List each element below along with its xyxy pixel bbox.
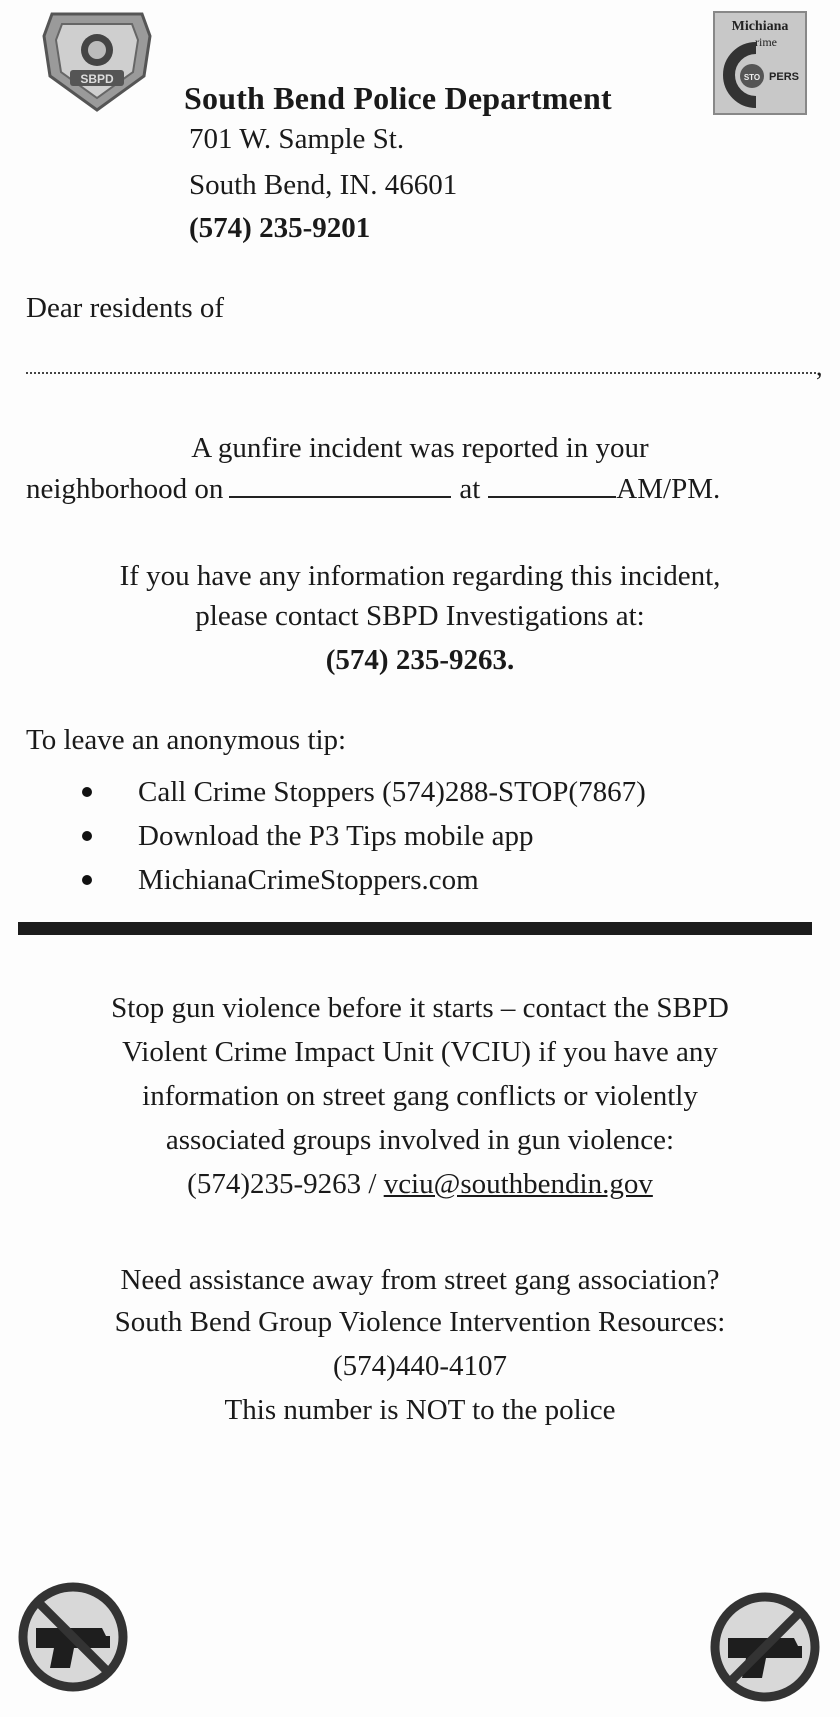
vciu-line-2: Violent Crime Impact Unit (VCIU) if you have any: [122, 1036, 718, 1068]
address-line-1: 701 W. Sample St.: [189, 123, 405, 155]
resources-line-2: South Bend Group Violence Intervention Resources:: [114, 1306, 726, 1338]
contact-line-1: If you have any information regarding this incident,: [119, 560, 721, 592]
tips-heading: To leave an anonymous tip:: [26, 724, 347, 756]
vciu-line-1: Stop gun violence before it starts – contact the SBPD: [111, 992, 729, 1024]
neighborhood-blank-line: [26, 372, 816, 374]
salutation-comma: ,: [816, 352, 823, 381]
badge-text: SBPD: [80, 72, 114, 86]
no-guns-icon: [706, 1588, 824, 1706]
police-badge-icon: [32, 6, 162, 116]
list-item: MichianaCrimeStoppers.com: [80, 858, 646, 902]
resources-phone: (574)440-4107: [333, 1350, 507, 1382]
bullet-icon: [82, 831, 92, 841]
vciu-line-3: information on street gang conflicts or violently: [142, 1080, 698, 1112]
tips-list: [80, 770, 646, 902]
vciu-contact: [0, 1162, 840, 1206]
section-divider: [18, 922, 812, 935]
incident-at: at: [459, 473, 481, 505]
date-blank: [229, 468, 451, 498]
svg-text:rime: rime: [755, 35, 777, 49]
incident-line-1: A gunfire incident was reported in your: [191, 432, 649, 464]
incident-suffix: AM/PM.: [616, 473, 721, 505]
contact-line-2: please contact SBPD Investigations at:: [195, 600, 645, 632]
list-item: Download the P3 Tips mobile app: [80, 814, 646, 858]
svg-text:PERS: PERS: [769, 71, 799, 83]
resources-note: This number is NOT to the police: [224, 1394, 616, 1426]
vciu-phone: (574)235-9263 /: [187, 1168, 384, 1200]
investigations-phone: (574) 235-9263.: [325, 644, 515, 676]
no-guns-icon: [14, 1578, 132, 1696]
bullet-icon: [82, 787, 92, 797]
list-item: Call Crime Stoppers (574)288-STOP(7867): [80, 770, 646, 814]
vciu-email-link[interactable]: vciu@southbendin.gov: [383, 1168, 653, 1200]
resources-line-1: Need assistance away from street gang association?: [120, 1264, 720, 1296]
crime-stoppers-logo: [712, 10, 808, 116]
address-line-2: South Bend, IN. 46601: [189, 169, 458, 201]
department-phone: (574) 235-9201: [189, 212, 371, 244]
svg-text:STO: STO: [743, 73, 761, 82]
incident-line-2: [26, 468, 826, 509]
department-name: South Bend Police Department: [184, 80, 612, 116]
salutation: Dear residents of: [26, 292, 225, 324]
incident-prefix: neighborhood on: [26, 473, 224, 505]
vciu-line-4: associated groups involved in gun violence:: [165, 1124, 675, 1156]
bullet-icon: [82, 875, 92, 885]
svg-text:Michiana: Michiana: [731, 19, 789, 34]
time-blank: [488, 468, 616, 498]
